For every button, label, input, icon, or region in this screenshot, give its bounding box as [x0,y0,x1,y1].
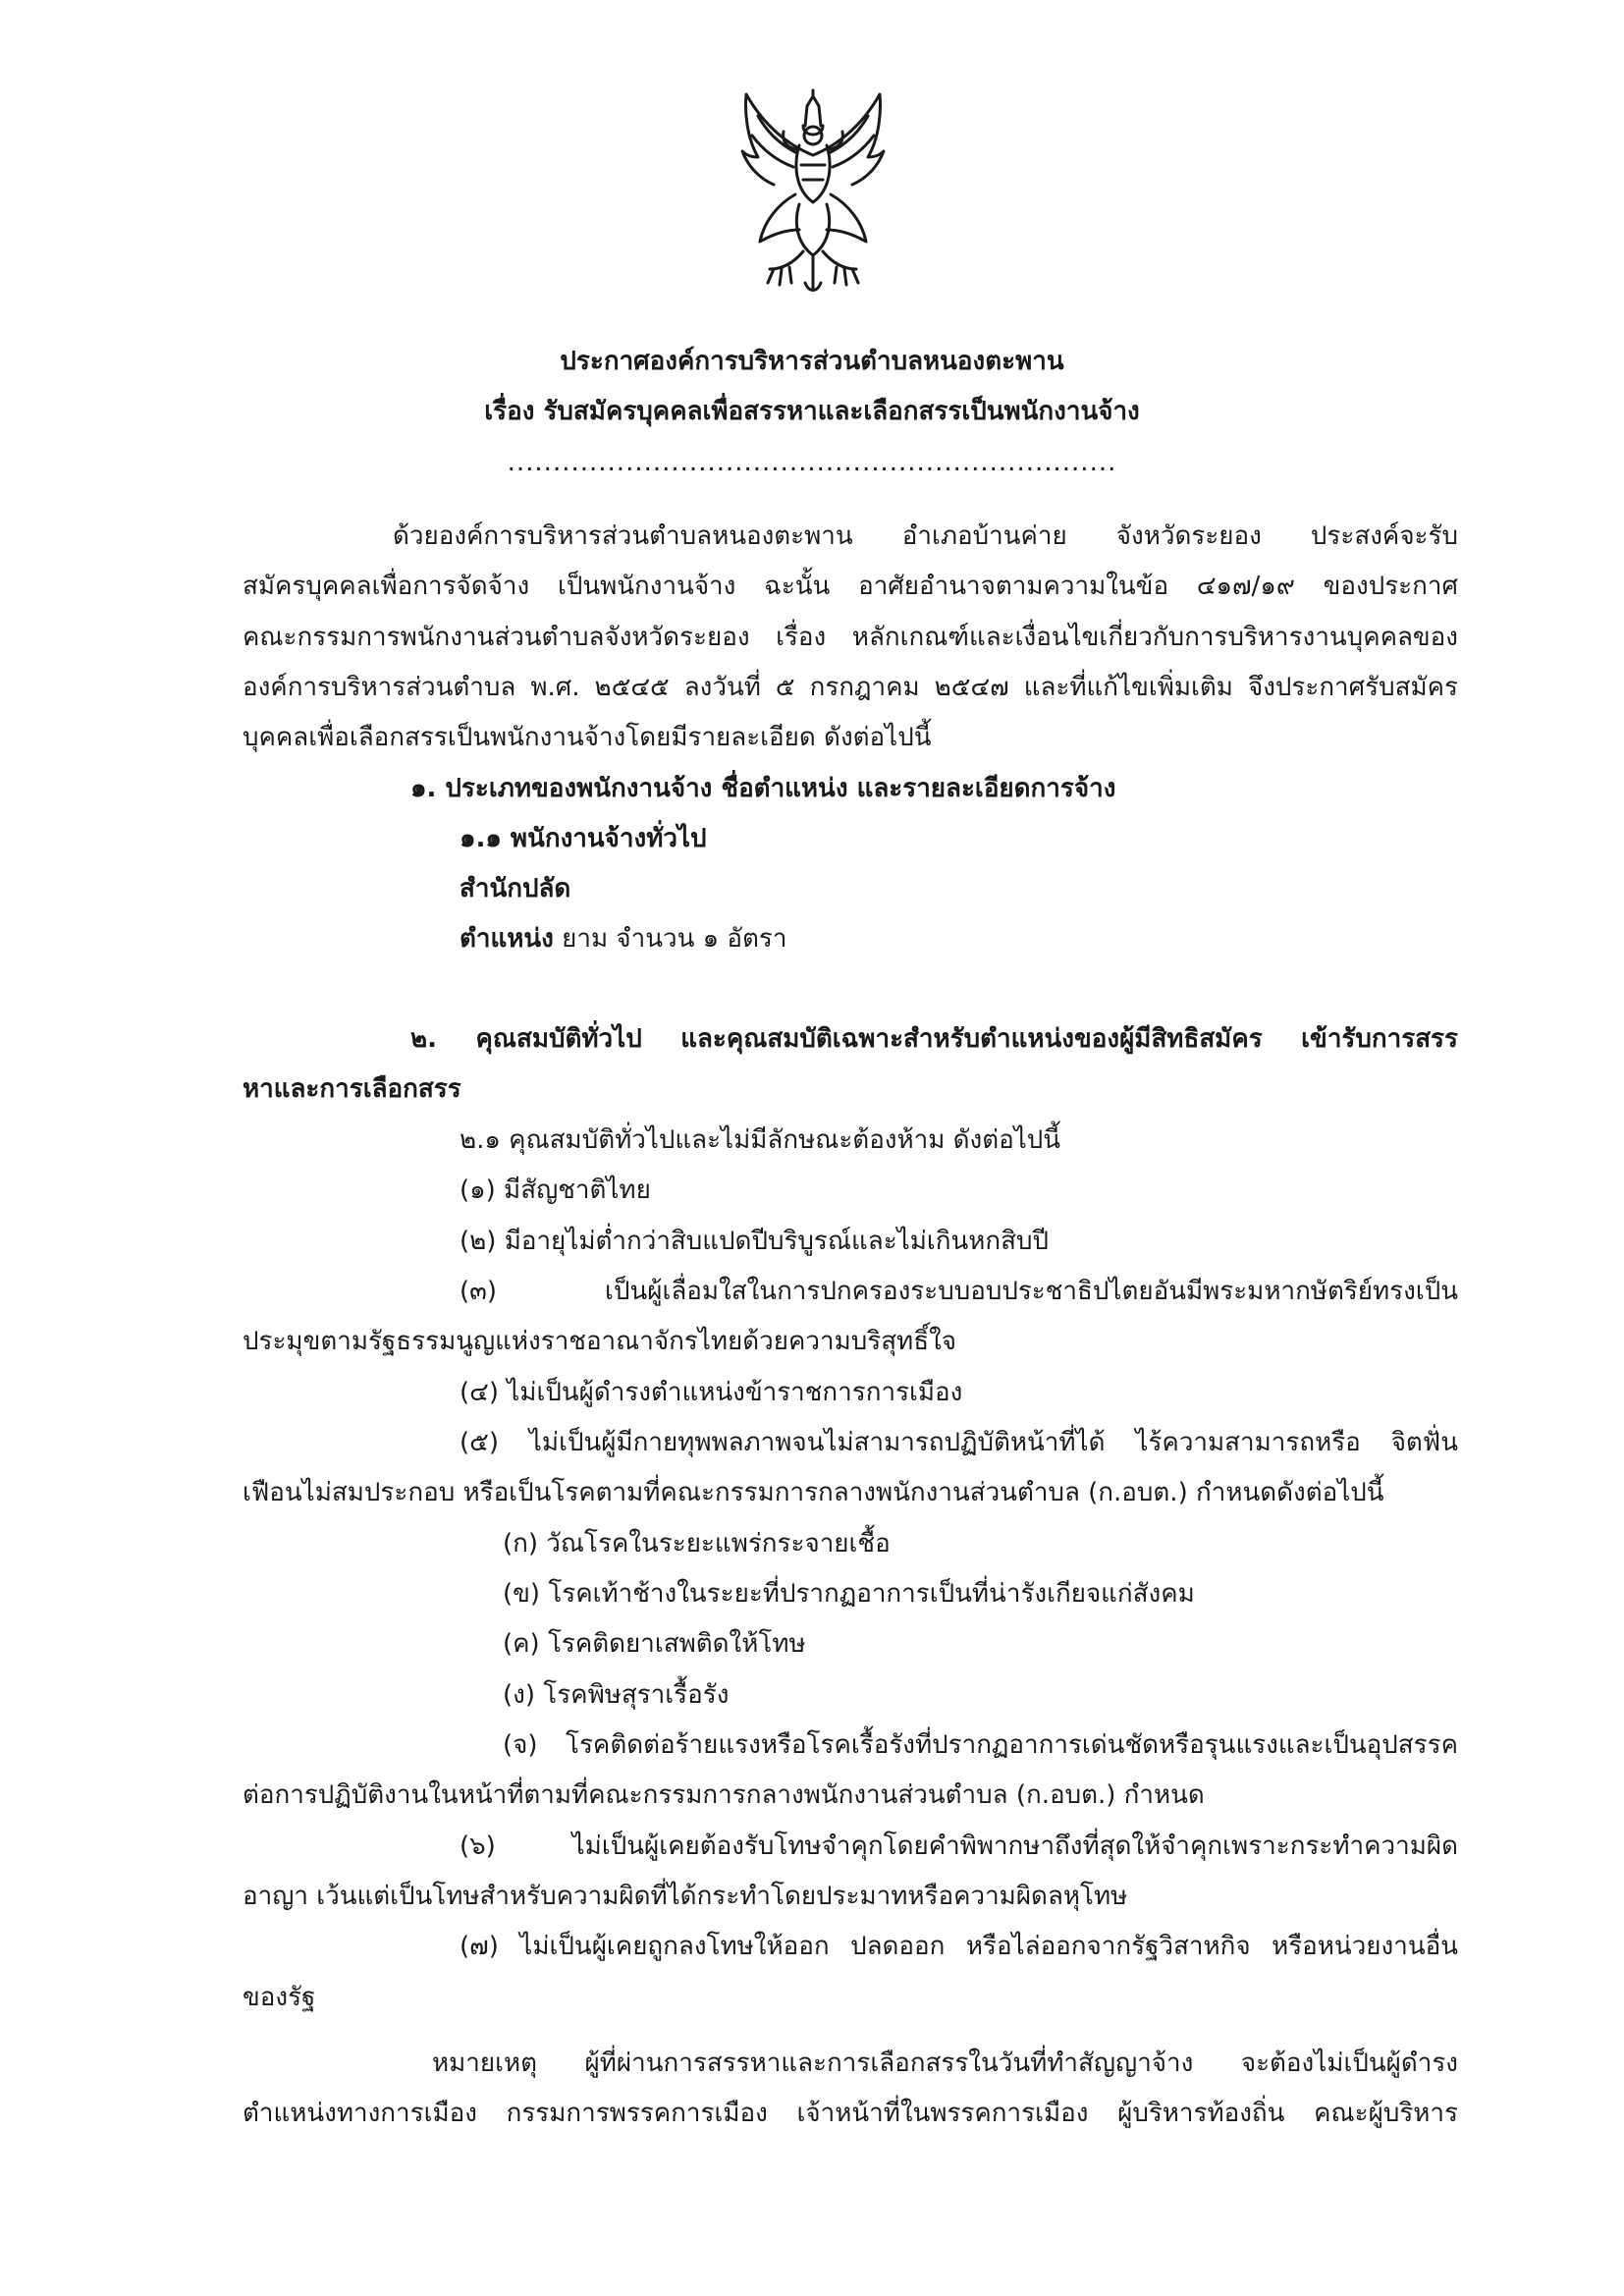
disease-item-d: (ง) โรคพิษสุราเรื้อรัง [503,1680,730,1710]
qualification-item-5: (๕) ไม่เป็นผู้มีกายทุพพลภาพจนไม่สามารถปฏิบัติหน้าที่ได้ ไร้ความสามารถหรือ จิตฟั่น [460,1428,1458,1457]
title-separator: ................................................................... [507,448,1117,477]
section-2-heading-line-2: หาและการเลือกสรร [243,1074,461,1104]
document-title: ประกาศองค์การบริหารส่วนตำบลหนองตะพาน [560,347,1064,376]
disease-item-a: (ก) วัณโรคในระยะแพร่กระจายเชื้อ [503,1529,891,1558]
qualification-item-6: (๖) ไม่เป็นผู้เคยต้องรับโทษจำคุกโดยคำพิพากษาถึงที่สุดให้จำคุกเพราะกระทำความผิด [460,1831,1458,1861]
qualification-item-6-cont: อาญา เว้นแต่เป็นโทษสำหรับความผิดที่ได้กระทำโดยประมาทหรือความผิดลหุโทษ [243,1882,1128,1911]
disease-item-e-cont: ต่อการปฏิบัติงานในหน้าที่ตามที่คณะกรรมการกลางพนักงานส่วนตำบล (ก.อบต.) กำหนด [243,1780,1205,1810]
disease-item-c: (ค) โรคติดยาเสพติดให้โทษ [503,1629,806,1659]
position-text: ยาม จำนวน ๑ อัตรา [553,924,787,954]
garuda-emblem-icon [734,86,892,298]
office-name: สำนักปลัด [460,874,571,903]
section-2-heading-line-1: ๒. คุณสมบัติทั่วไป และคุณสมบัติเฉพาะสำหรับตำแหน่งของผู้มีสิทธิสมัคร เข้ารับการสรร [410,1024,1458,1054]
position-label: ตำแหน่ง [460,924,554,954]
intro-line-4: องค์การบริหารส่วนตำบล พ.ศ. ๒๕๔๕ ลงวันที่ ๕ กรกฎาคม ๒๕๔๗ และที่แก้ไขเพิ่มเติม จึงประกาศรับสมัคร [243,673,1458,702]
qualification-item-4: (๔) ไม่เป็นผู้ดำรงตำแหน่งข้าราชการการเมือง [460,1378,963,1407]
disease-item-e: (จ) โรคติดต่อร้ายแรงหรือโรคเรื้อรังที่ปรากฏอาการเด่นชัดหรือรุนแรงและเป็นอุปสรรค [503,1730,1458,1760]
section-2-1-heading: ๒.๑ คุณสมบัติทั่วไปและไม่มีลักษณะต้องห้าม ดังต่อไปนี้ [460,1125,1061,1155]
qualification-item-2: (๒) มีอายุไม่ต่ำกว่าสิบแปดปีบริบูรณ์และไม่เกินหกสิบปี [460,1227,1050,1256]
qualification-item-3: (๓) เป็นผู้เลื่อมใสในการปกครองระบบอบประชาธิปไตยอันมีพระมหากษัตริย์ทรงเป็น [460,1277,1458,1306]
section-1-heading: ๑. ประเภทของพนักงานจ้าง ชื่อตำแหน่ง และรายละเอียดการจ้าง [410,774,1116,803]
qualification-item-5-cont: เฟือนไม่สมประกอบ หรือเป็นโรคตามที่คณะกรรมการกลางพนักงานส่วนตำบล (ก.อบต.) กำหนดดังต่อไปนี้ [243,1478,1384,1507]
intro-line-3: คณะกรรมการพนักงานส่วนตำบลจังหวัดระยอง เรื่อง หลักเกณฑ์และเงื่อนไขเกี่ยวกับการบริหารงานบุคคลของ [243,623,1458,652]
note-line-1: หมายเหตุ ผู้ที่ผ่านการสรรหาและการเลือกสรรในวันที่ทำสัญญาจ้าง จะต้องไม่เป็นผู้ดำรง [432,2049,1458,2078]
document-subject: เรื่อง รับสมัครบุคคลเพื่อสรรหาและเลือกสรรเป็นพนักงานจ้าง [484,397,1140,426]
qualification-item-1: (๑) มีสัญชาติไทย [460,1175,651,1205]
intro-line-2: สมัครบุคคลเพื่อการจัดจ้าง เป็นพนักงานจ้าง ฉะนั้น อาศัยอำนาจตามความในข้อ ๔๑๗/๑๙ ของประกาศ [243,572,1458,601]
intro-line-1: ด้วยองค์การบริหารส่วนตำบลหนองตะพาน อำเภอบ้านค่าย จังหวัดระยอง ประสงค์จะรับ [393,521,1458,551]
disease-item-b: (ข) โรคเท้าช้างในระยะที่ปรากฏอาการเป็นที่น่ารังเกียจแก่สังคม [503,1579,1195,1609]
section-1-1-heading: ๑.๑ พนักงานจ้างทั่วไป [460,824,707,853]
note-line-2: ตำแหน่งทางการเมือง กรรมการพรรคการเมือง เจ้าหน้าที่ในพรรคการเมือง ผู้บริหารท้องถิ่น คณะผู้บริหาร [243,2099,1458,2128]
qualification-item-7: (๗) ไม่เป็นผู้เคยถูกลงโทษให้ออก ปลดออก หรือไล่ออกจากรัฐวิสาหกิจ หรือหน่วยงานอื่น [460,1932,1458,1961]
position-line [460,921,786,957]
qualification-item-7-cont: ของรัฐ [243,1983,316,2012]
intro-line-5: บุคคลเพื่อเลือกสรรเป็นพนักงานจ้างโดยมีรายละเอียด ดังต่อไปนี้ [243,723,932,752]
qualification-item-3-cont: ประมุขตามรัฐธรรมนูญแห่งราชอาณาจักรไทยด้วยความบริสุทธิ์ใจ [243,1327,956,1356]
